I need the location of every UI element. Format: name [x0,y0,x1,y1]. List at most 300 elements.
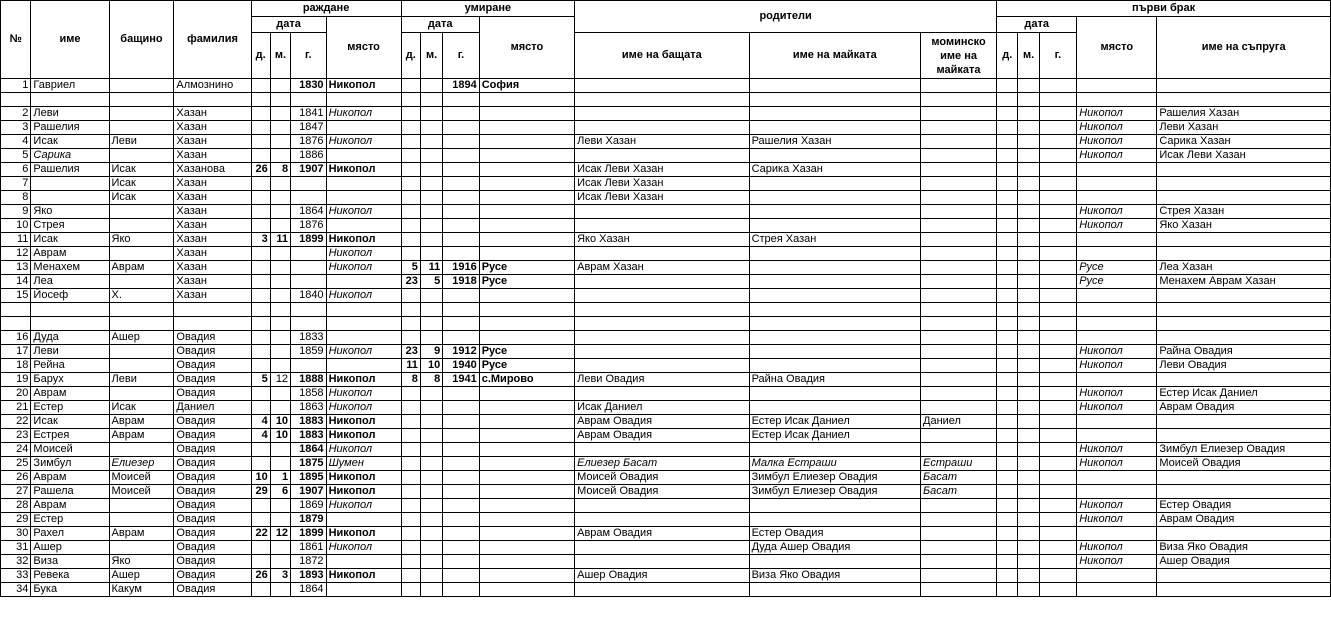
cell-mother-name [749,275,920,289]
cell-marriage-place: Никопол [1077,555,1157,569]
father-name-header: име на бащата [575,33,749,79]
cell-birth-day [251,191,270,205]
cell-mother-maiden [921,191,997,205]
cell-name: Моисей [31,443,109,457]
cell-birth-year: 1876 [291,135,327,149]
cell-patronymic [109,275,174,289]
cell-father-name [575,247,749,261]
cell-father-name [575,359,749,373]
cell-marriage-place: Никопол [1077,541,1157,555]
cell-marriage-year [1039,373,1077,387]
cell-birth-month [270,289,290,303]
cell-death-month [420,79,442,93]
cell-mother-maiden [921,177,997,191]
cell-name: Аврам [31,247,109,261]
cell-name [31,191,109,205]
cell-marriage-day [997,79,1018,93]
cell-birth-day: 26 [251,163,270,177]
cell-mother-maiden [921,79,997,93]
cell-death-day [401,219,420,233]
cell-marriage-place: Никопол [1077,401,1157,415]
cell-birth-year: 1895 [291,471,327,485]
cell-death-year [443,233,480,247]
cell-mother-maiden [921,163,997,177]
cell-marriage-year [1039,457,1077,471]
cell-marriage-day [997,359,1018,373]
cell-death-day [401,149,420,163]
cell-mother-maiden [921,121,997,135]
cell-marriage-day [997,219,1018,233]
table-row [1,107,1331,121]
cell-mother-maiden [921,569,997,583]
cell-spouse-name: Ашер Овадия [1157,555,1331,569]
cell-death-day [401,569,420,583]
cell-mother-maiden [921,93,997,107]
cell-death-month [420,177,442,191]
cell-birth-day [251,261,270,275]
cell-death-place [479,247,574,261]
cell-birth-month [270,443,290,457]
cell-marriage-place: Никопол [1077,443,1157,457]
cell-death-day [401,177,420,191]
cell-marriage-year [1039,471,1077,485]
cell-name: Виза [31,555,109,569]
cell-spouse-name: Виза Яко Овадия [1157,541,1331,555]
cell-birth-year [291,317,327,331]
cell-father-name [575,331,749,345]
cell-birth-month: 11 [270,233,290,247]
cell-birth-place: Никопол [326,443,401,457]
cell-spouse-name: Леви Хазан [1157,121,1331,135]
cell-spouse-name [1157,79,1331,93]
cell-mother-name [749,317,920,331]
cell-death-day [401,527,420,541]
cell-marriage-month [1018,247,1039,261]
cell-marriage-year [1039,107,1077,121]
cell-death-month [420,569,442,583]
cell-spouse-name: Яко Хазан [1157,219,1331,233]
row-number: 28 [1,499,31,513]
cell-marriage-month [1018,107,1039,121]
cell-surname: Овадия [174,345,251,359]
cell-marriage-month [1018,401,1039,415]
cell-patronymic [109,219,174,233]
cell-birth-year: 1859 [291,345,327,359]
cell-father-name [575,541,749,555]
mother-name-header: име на майката [749,33,920,79]
cell-death-place [479,163,574,177]
cell-surname: Овадия [174,443,251,457]
cell-death-month [420,163,442,177]
cell-birth-month [270,317,290,331]
cell-birth-month [270,303,290,317]
cell-name: Леа [31,275,109,289]
cell-mother-name: Зимбул Елиезер Овадия [749,471,920,485]
cell-birth-month [270,331,290,345]
cell-spouse-name [1157,191,1331,205]
cell-surname: Овадия [174,457,251,471]
cell-birth-year: 1869 [291,499,327,513]
table-row [1,569,1331,583]
row-number: 12 [1,247,31,261]
cell-marriage-year [1039,205,1077,219]
cell-mother-name [749,121,920,135]
cell-birth-year: 1858 [291,387,327,401]
cell-spouse-name: Леви Овадия [1157,359,1331,373]
cell-marriage-place [1077,163,1157,177]
cell-marriage-place: Никопол [1077,387,1157,401]
first-marriage-group-header: първи брак [997,1,1331,17]
cell-death-year [443,429,480,443]
cell-birth-month: 1 [270,471,290,485]
cell-surname: Хазан [174,107,251,121]
cell-mother-name [749,205,920,219]
cell-death-place [479,387,574,401]
cell-surname: Овадия [174,541,251,555]
cell-marriage-day [997,541,1018,555]
cell-birth-month: 10 [270,415,290,429]
table-row [1,275,1331,289]
cell-mother-name [749,93,920,107]
cell-death-place: с.Мирово [479,373,574,387]
cell-death-day [401,541,420,555]
cell-death-month: 11 [420,261,442,275]
cell-marriage-year [1039,415,1077,429]
cell-death-place [479,541,574,555]
cell-death-month [420,485,442,499]
cell-marriage-month [1018,415,1039,429]
cell-marriage-month [1018,93,1039,107]
cell-patronymic [109,121,174,135]
cell-death-year [443,149,480,163]
spacer-row [1,303,1331,317]
cell-birth-day: 22 [251,527,270,541]
cell-birth-day: 10 [251,471,270,485]
cell-mother-maiden [921,345,997,359]
cell-death-year [443,317,480,331]
col-name-header: име [31,1,109,79]
cell-birth-year: 1907 [291,485,327,499]
cell-death-year [443,499,480,513]
cell-marriage-year [1039,303,1077,317]
cell-birth-place: Никопол [326,261,401,275]
cell-patronymic [109,541,174,555]
row-number: 22 [1,415,31,429]
cell-father-name: Моисей Овадия [575,485,749,499]
cell-death-year [443,415,480,429]
cell-death-place [479,121,574,135]
cell-death-year: 1940 [443,359,480,373]
cell-birth-place: Никопол [326,471,401,485]
cell-marriage-year [1039,275,1077,289]
cell-father-name: Леви Хазан [575,135,749,149]
marriage-place-header: място [1077,17,1157,79]
table-row [1,387,1331,401]
cell-surname: Даниел [174,401,251,415]
cell-marriage-place: Русе [1077,275,1157,289]
cell-birth-month [270,541,290,555]
cell-spouse-name [1157,233,1331,247]
cell-spouse-name: Естер Овадия [1157,499,1331,513]
cell-patronymic [109,317,174,331]
cell-mother-name: Малка Естраши [749,457,920,471]
cell-death-year [443,387,480,401]
table-row [1,429,1331,443]
cell-surname: Овадия [174,387,251,401]
cell-father-name [575,219,749,233]
cell-marriage-day [997,233,1018,247]
cell-marriage-day [997,289,1018,303]
cell-death-place: Русе [479,359,574,373]
cell-marriage-place [1077,233,1157,247]
cell-marriage-month [1018,499,1039,513]
cell-death-month [420,471,442,485]
cell-death-place [479,177,574,191]
cell-marriage-day [997,499,1018,513]
cell-marriage-place [1077,583,1157,597]
cell-patronymic: Х. [109,289,174,303]
cell-death-month [420,219,442,233]
row-number: 21 [1,401,31,415]
cell-marriage-year [1039,527,1077,541]
spacer-row [1,317,1331,331]
cell-death-year [443,513,480,527]
cell-patronymic: Яко [109,555,174,569]
cell-death-month [420,205,442,219]
cell-spouse-name [1157,429,1331,443]
row-number: 33 [1,569,31,583]
cell-marriage-day [997,121,1018,135]
table-row [1,457,1331,471]
cell-patronymic: Аврам [109,527,174,541]
cell-spouse-name: Рашелия Хазан [1157,107,1331,121]
cell-patronymic: Исак [109,177,174,191]
cell-spouse-name [1157,303,1331,317]
cell-marriage-place: Никопол [1077,457,1157,471]
cell-patronymic: Леви [109,373,174,387]
cell-death-place: Русе [479,261,574,275]
cell-father-name [575,289,749,303]
cell-birth-day [251,219,270,233]
cell-name: Барух [31,373,109,387]
cell-marriage-year [1039,331,1077,345]
cell-birth-place [326,317,401,331]
cell-birth-day [251,499,270,513]
cell-marriage-year [1039,555,1077,569]
cell-marriage-place [1077,527,1157,541]
cell-death-year [443,93,480,107]
cell-marriage-year [1039,443,1077,457]
cell-marriage-year [1039,93,1077,107]
cell-birth-month [270,177,290,191]
cell-death-place: София [479,79,574,93]
row-number: 26 [1,471,31,485]
cell-marriage-year [1039,135,1077,149]
cell-surname: Хазан [174,247,251,261]
cell-surname: Хазанова [174,163,251,177]
cell-birth-year: 1899 [291,233,327,247]
cell-death-month [420,429,442,443]
cell-name: Бука [31,583,109,597]
row-number: 7 [1,177,31,191]
cell-death-month: 9 [420,345,442,359]
cell-name: Стрея [31,219,109,233]
cell-death-month [420,583,442,597]
cell-marriage-place: Никопол [1077,219,1157,233]
cell-mother-name: Рашелия Хазан [749,135,920,149]
cell-birth-place [326,93,401,107]
cell-death-month [420,401,442,415]
col-no-header: № [1,1,31,79]
cell-death-year [443,555,480,569]
cell-spouse-name: Райна Овадия [1157,345,1331,359]
cell-death-year [443,247,480,261]
cell-death-place [479,513,574,527]
cell-marriage-month [1018,373,1039,387]
cell-marriage-month [1018,541,1039,555]
cell-surname: Хазан [174,233,251,247]
cell-father-name [575,555,749,569]
cell-marriage-day [997,471,1018,485]
row-number: 2 [1,107,31,121]
cell-name: Йосеф [31,289,109,303]
cell-spouse-name [1157,177,1331,191]
cell-birth-day [251,387,270,401]
cell-birth-month [270,457,290,471]
cell-birth-month [270,555,290,569]
cell-spouse-name: Леа Хазан [1157,261,1331,275]
cell-marriage-month [1018,555,1039,569]
cell-marriage-month [1018,429,1039,443]
cell-birth-year [291,247,327,261]
cell-patronymic: Яко [109,233,174,247]
cell-death-month [420,443,442,457]
cell-marriage-day [997,275,1018,289]
cell-death-month [420,191,442,205]
cell-death-place [479,149,574,163]
cell-patronymic [109,387,174,401]
table-row [1,541,1331,555]
cell-death-month [420,387,442,401]
cell-mother-name [749,149,920,163]
cell-mother-maiden [921,401,997,415]
cell-death-day [401,401,420,415]
cell-birth-place: Никопол [326,163,401,177]
cell-name [31,93,109,107]
cell-death-day [401,163,420,177]
cell-name: Гавриел [31,79,109,93]
cell-mother-name: Естер Исак Даниел [749,415,920,429]
cell-death-year [443,471,480,485]
cell-marriage-day [997,177,1018,191]
cell-death-day [401,107,420,121]
row-number: 34 [1,583,31,597]
cell-death-month [420,317,442,331]
cell-marriage-day [997,205,1018,219]
cell-marriage-day [997,485,1018,499]
cell-marriage-day [997,415,1018,429]
cell-death-year [443,135,480,149]
cell-mother-maiden [921,233,997,247]
cell-marriage-day [997,401,1018,415]
cell-patronymic [109,247,174,261]
cell-marriage-month [1018,331,1039,345]
cell-birth-year: 1883 [291,429,327,443]
cell-death-day: 23 [401,345,420,359]
cell-mother-maiden [921,387,997,401]
cell-marriage-place: Русе [1077,261,1157,275]
cell-spouse-name [1157,317,1331,331]
cell-spouse-name [1157,415,1331,429]
cell-death-month [420,135,442,149]
cell-marriage-month [1018,527,1039,541]
cell-marriage-place [1077,569,1157,583]
cell-marriage-month [1018,205,1039,219]
cell-father-name: Исак Леви Хазан [575,163,749,177]
cell-marriage-month [1018,191,1039,205]
cell-father-name: Яко Хазан [575,233,749,247]
cell-marriage-place [1077,415,1157,429]
cell-death-month [420,513,442,527]
cell-marriage-year [1039,401,1077,415]
cell-father-name [575,499,749,513]
cell-birth-month [270,135,290,149]
cell-surname: Алмознино [174,79,251,93]
cell-birth-day [251,247,270,261]
cell-patronymic: Аврам [109,429,174,443]
cell-marriage-day [997,331,1018,345]
cell-death-place: Русе [479,275,574,289]
cell-birth-place [326,555,401,569]
cell-birth-year: 1899 [291,527,327,541]
row-number: 9 [1,205,31,219]
row-number: 31 [1,541,31,555]
cell-surname: Овадия [174,555,251,569]
cell-surname: Овадия [174,569,251,583]
cell-birth-year: 1876 [291,219,327,233]
col-surname-header: фамилия [174,1,251,79]
table-row [1,331,1331,345]
cell-birth-year [291,303,327,317]
cell-spouse-name: Менахем Аврам Хазан [1157,275,1331,289]
birth-group-header: раждане [251,1,401,17]
cell-marriage-year [1039,121,1077,135]
cell-marriage-month [1018,457,1039,471]
cell-birth-day [251,513,270,527]
cell-birth-place: Шумен [326,457,401,471]
cell-marriage-day [997,107,1018,121]
cell-patronymic [109,303,174,317]
cell-death-year [443,485,480,499]
cell-marriage-day [997,583,1018,597]
cell-death-year [443,191,480,205]
row-number: 1 [1,79,31,93]
cell-birth-year [291,359,327,373]
row-number: 25 [1,457,31,471]
cell-death-place [479,457,574,471]
cell-patronymic [109,345,174,359]
cell-mother-name [749,303,920,317]
cell-marriage-day [997,317,1018,331]
cell-death-year [443,443,480,457]
cell-patronymic: Исак [109,191,174,205]
cell-mother-name [749,261,920,275]
cell-birth-year: 1879 [291,513,327,527]
cell-father-name: Аврам Овадия [575,415,749,429]
cell-spouse-name [1157,471,1331,485]
cell-birth-place: Никопол [326,345,401,359]
cell-birth-month [270,401,290,415]
